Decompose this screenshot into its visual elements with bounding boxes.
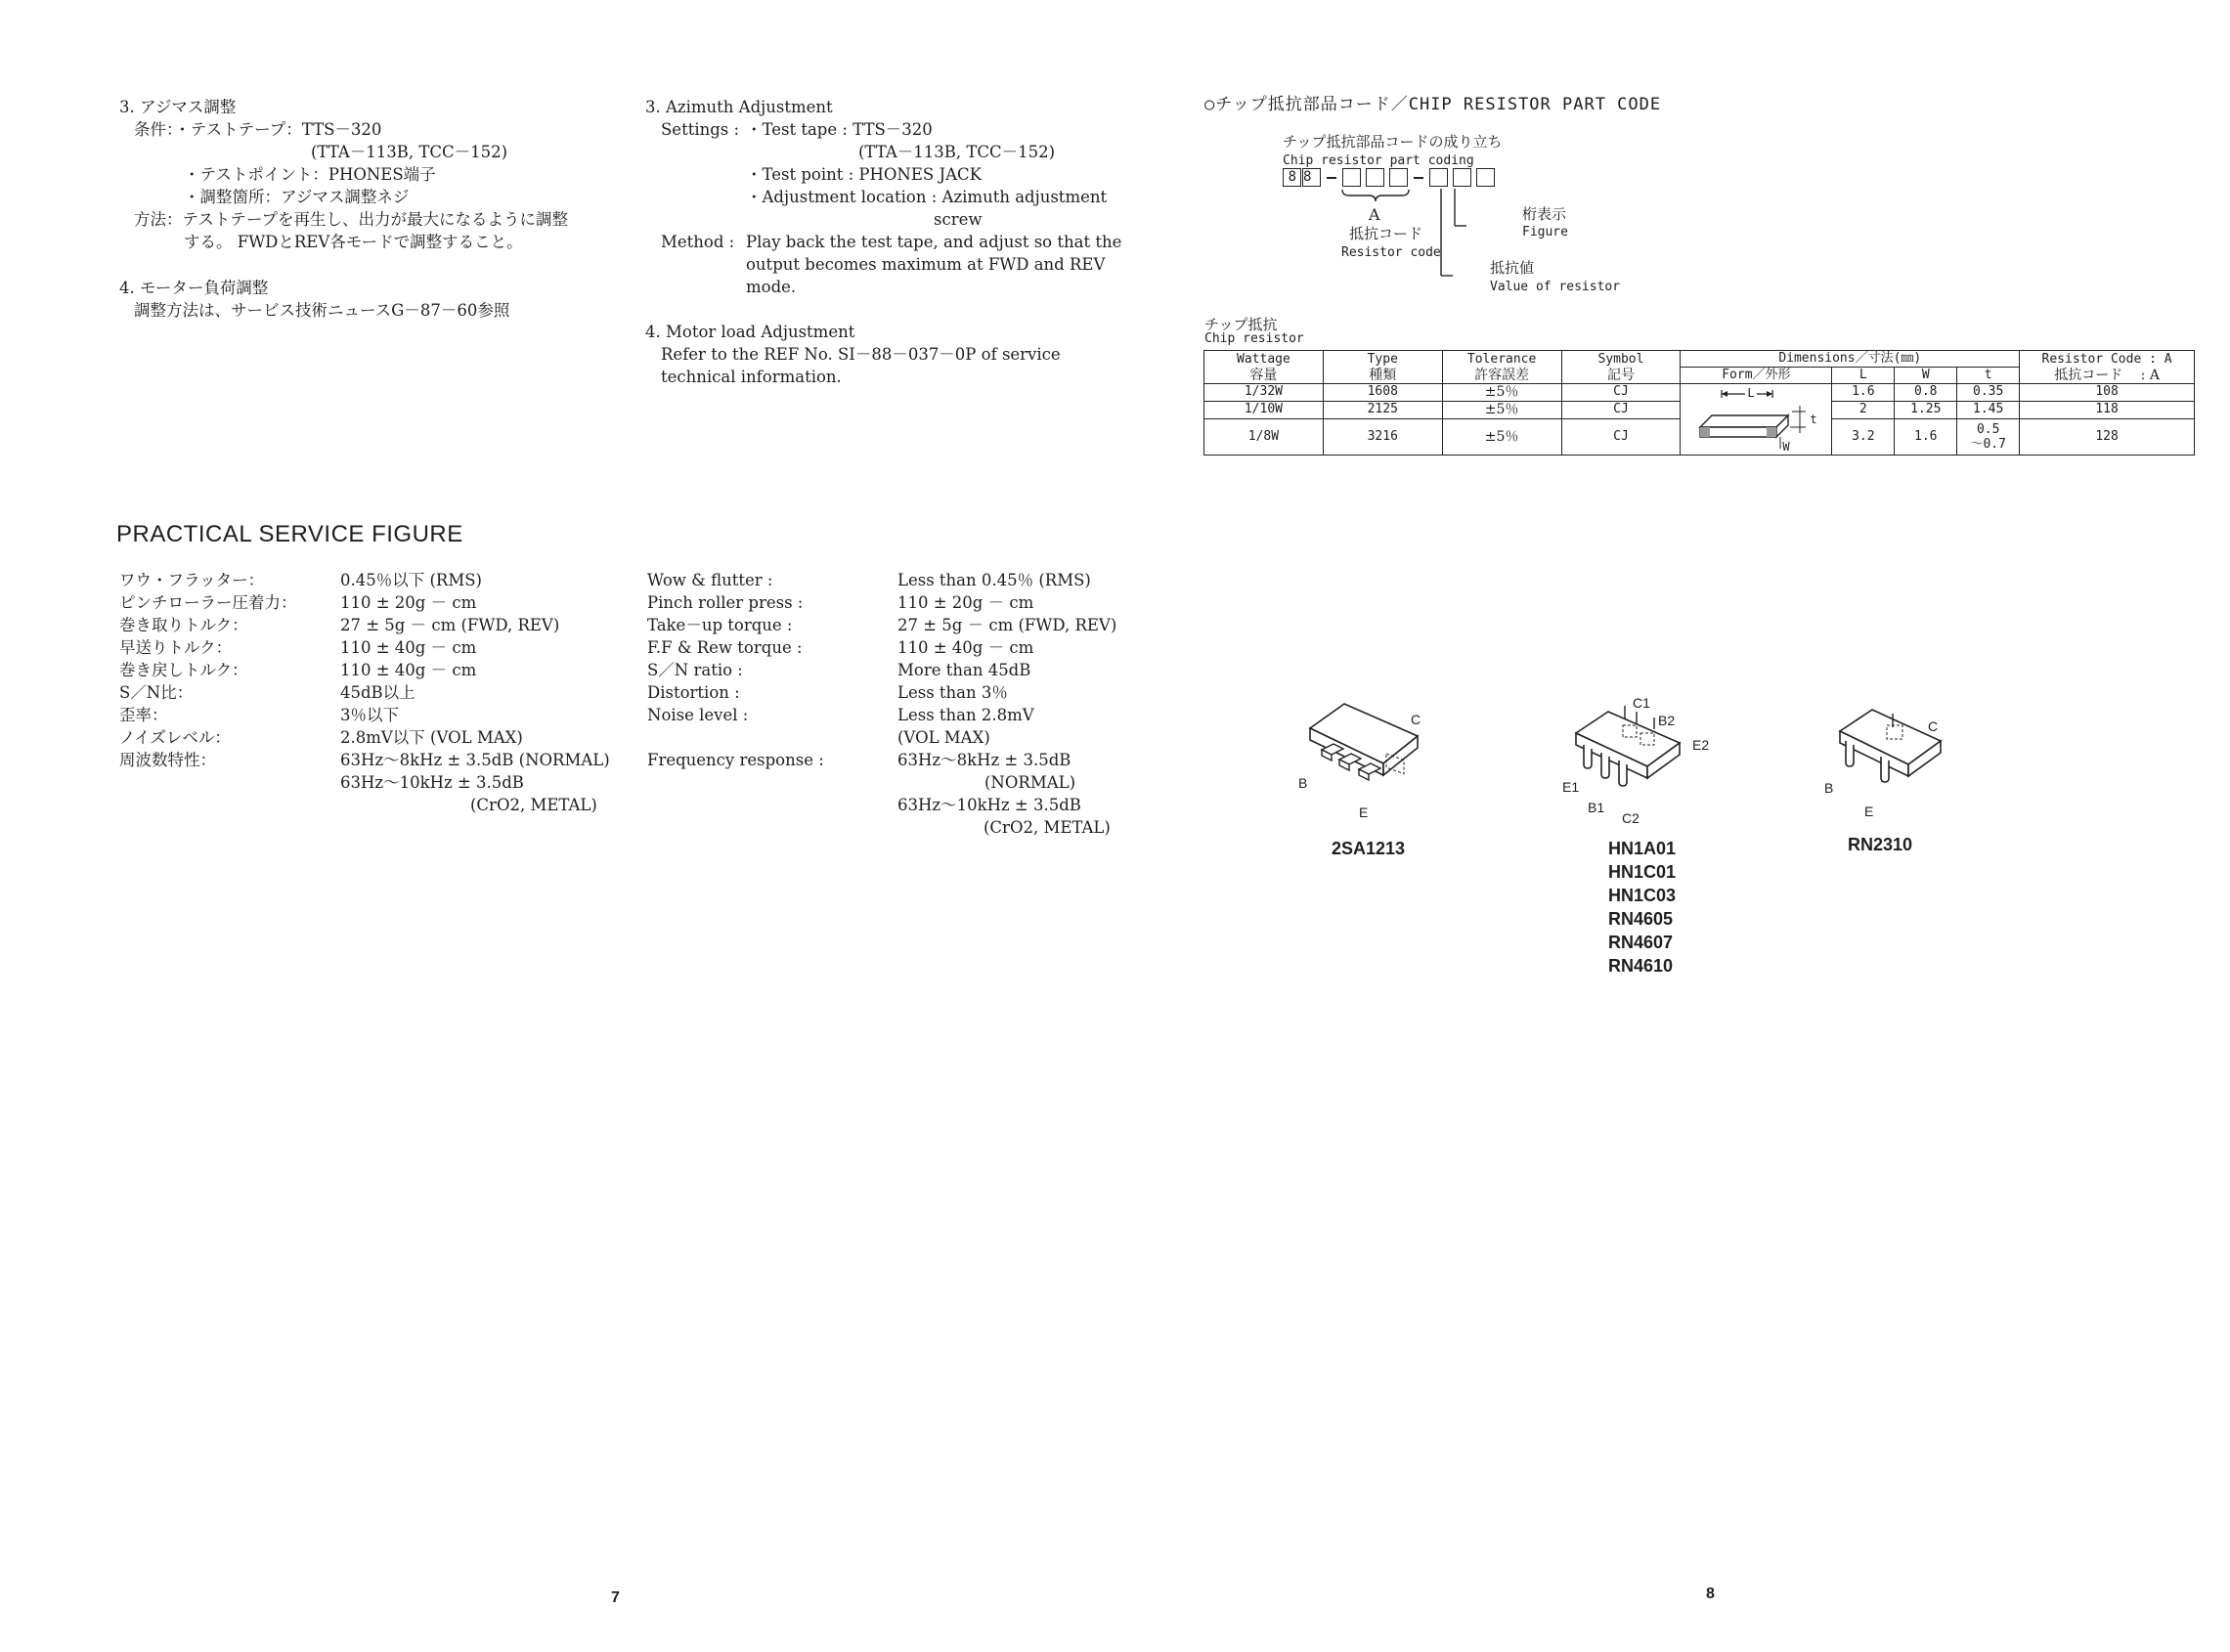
pkg2-label-b1: B1 <box>1588 800 1605 815</box>
jp-motor-title: 4. モーター負荷調整 <box>119 279 269 297</box>
pkg2-name: RN4605 <box>1608 909 1674 929</box>
en-test-point: ・Test point : PHONES JACK <box>746 165 982 184</box>
spec-en-value: 63Hz～10kHz ± 3.5dB <box>897 796 1081 814</box>
pkg3-label-c: C <box>1928 718 1939 734</box>
cell-form-figure <box>1681 384 1832 456</box>
chip-resistor-table <box>1203 350 2195 456</box>
table-title-en: Chip resistor <box>1204 331 1304 346</box>
spec-en-value: (NORMAL) <box>984 773 1076 792</box>
value-jp: 抵抗値 <box>1490 259 1535 277</box>
spec-jp-label: 歪率： <box>119 706 168 724</box>
th-sym-en: Symbol <box>1597 351 1644 367</box>
pkg2-label-e1: E1 <box>1562 779 1580 795</box>
package-hn1a01-drawing <box>1564 704 1696 802</box>
cell-t-line1: 0.5 <box>1976 421 2000 437</box>
cell-resistor-code: 108 <box>2020 384 2195 402</box>
pkg3-label-b: B <box>1824 780 1834 796</box>
en-test-tape: ・Test tape : TTS－320 <box>746 120 933 139</box>
cell-l: 1.6 <box>1832 384 1895 402</box>
th-dimensions: Dimensions／寸法(㎜) <box>1681 351 2020 368</box>
resistor-code-en: Resistor code <box>1341 245 1441 260</box>
spec-jp-value: 110 ± 40g － cm <box>340 661 477 679</box>
spec-jp-value: 0.45％以下 (RMS) <box>340 571 482 589</box>
en-motor-title: 4. Motor load Adjustment <box>645 323 855 341</box>
pkg3-label-e: E <box>1864 804 1874 819</box>
cell-tolerance: ±5％ <box>1442 418 1561 455</box>
page-number-left: 7 <box>611 1589 620 1606</box>
jp-condition: 条件：・テストテープ：TTS－320 <box>134 120 382 139</box>
cell-t: 1.45 <box>1957 401 2020 418</box>
spec-jp-value: 2.8mV以下 (VOL MAX) <box>340 728 523 747</box>
th-t: t <box>1957 368 2020 384</box>
practical-title: PRACTICAL SERVICE FIGURE <box>116 521 463 547</box>
spec-en-label: S／N ratio : <box>647 661 743 679</box>
pkg1-label-c: C <box>1411 712 1421 727</box>
pkg1-name: 2SA1213 <box>1332 839 1406 858</box>
cell-wattage: 1/10W <box>1204 401 1324 418</box>
code-dash <box>1414 177 1423 179</box>
spec-en-label: Take－up torque : <box>647 616 793 634</box>
th-tolerance <box>1442 351 1561 384</box>
spec-jp-value: 27 ± 5g － cm (FWD, REV) <box>340 616 560 634</box>
spec-jp-value: 63Hz～8kHz ± 3.5dB (NORMAL) <box>340 751 610 769</box>
jp-method-1: 方法：テストテープを再生し、出力が最大になるように調整 <box>134 210 569 229</box>
cell-w: 1.6 <box>1895 418 1957 455</box>
spec-jp-label: 早送りトルク： <box>119 638 233 657</box>
pkg2-label-b2: B2 <box>1658 713 1676 728</box>
en-test-tape2: (TTA－113B, TCC－152) <box>858 143 1056 161</box>
cell-w: 0.8 <box>1895 384 1957 402</box>
th-rc-en: Resistor Code : A <box>2041 351 2172 367</box>
cell-wattage: 1/8W <box>1204 418 1324 455</box>
form-label-l: L <box>1747 386 1755 400</box>
pkg2-name: HN1A01 <box>1608 839 1677 858</box>
cell-l: 2 <box>1832 401 1895 418</box>
en-adjust-location: ・Adjustment location : Azimuth adjustment <box>746 188 1108 206</box>
spec-en-value: Less than 0.45％ (RMS) <box>897 571 1091 589</box>
spec-jp-value: 63Hz～10kHz ± 3.5dB <box>340 773 524 792</box>
pkg2-name: HN1C01 <box>1608 862 1677 882</box>
pkg2-name: RN4607 <box>1608 933 1674 952</box>
table-title-jp: チップ抵抗 <box>1204 316 1278 333</box>
th-wattage-jp: 容量 <box>1249 367 1278 383</box>
spec-en-value: 27 ± 5g － cm (FWD, REV) <box>897 616 1117 634</box>
cell-wattage: 1/32W <box>1204 384 1324 402</box>
cell-l: 3.2 <box>1832 418 1895 455</box>
th-rc-jp: 抵抗コード : A <box>2054 367 2160 383</box>
th-type-en: Type <box>1367 351 1398 367</box>
spec-jp-value: 110 ± 20g － cm <box>340 593 477 612</box>
cell-t: 0.35 <box>1957 384 2020 402</box>
en-settings-label: Settings : <box>661 120 740 139</box>
spec-en-label: Noise level : <box>647 706 749 724</box>
pkg2-name: HN1C03 <box>1608 886 1677 905</box>
pkg2-label-c2: C2 <box>1622 810 1640 826</box>
form-label-t: t <box>1810 413 1817 426</box>
chip-coding-en: Chip resistor part coding <box>1283 153 1474 168</box>
spec-en-label: F.F & Rew torque : <box>647 638 803 657</box>
spec-en-label: Wow & flutter : <box>647 571 773 589</box>
jp-method-2: する。 FWDとREV各モードで調整すること。 <box>184 233 523 251</box>
spec-jp-label: 巻き取りトルク： <box>119 616 248 634</box>
cell-type: 2125 <box>1323 401 1442 418</box>
spec-jp-label: 巻き戻しトルク： <box>119 661 248 679</box>
spec-jp-label: ワウ・フラッター： <box>119 571 265 589</box>
spec-en-value: Less than 2.8mV <box>897 706 1034 724</box>
th-sym-jp: 記号 <box>1606 367 1635 383</box>
code-dash <box>1327 177 1336 179</box>
th-type-jp: 種類 <box>1369 367 1397 383</box>
spec-jp-value: 45dB以上 <box>340 683 415 702</box>
en-motor-2: technical information. <box>661 368 842 386</box>
th-tol-en: Tolerance <box>1466 351 1537 367</box>
cell-resistor-code: 128 <box>2020 418 2195 455</box>
en-method-2: output becomes maximum at FWD and REV <box>746 255 1106 274</box>
en-method-label: Method : <box>661 233 735 251</box>
figure-en: Figure <box>1522 225 1568 239</box>
code-a: A <box>1369 205 1380 224</box>
spec-jp-value: 110 ± 40g － cm <box>340 638 477 657</box>
spec-jp-label: ピンチローラー圧着力： <box>119 593 297 612</box>
pkg1-label-e: E <box>1359 804 1369 820</box>
spec-en-value: Less than 3％ <box>897 683 1008 702</box>
en-method-3: mode. <box>746 278 797 296</box>
en-method-1: Play back the test tape, and adjust so that the <box>746 233 1122 251</box>
spec-jp-value: 3％以下 <box>340 706 399 724</box>
spec-en-value: (CrO2, METAL) <box>984 818 1111 837</box>
chip-coding-jp: チップ抵抗部品コードの成り立ち <box>1283 133 1503 151</box>
spec-jp-label: 周波数特性： <box>119 751 216 769</box>
jp-azimuth-title: 3. アジマス調整 <box>119 98 237 116</box>
spec-en-value: 63Hz～8kHz ± 3.5dB <box>897 751 1071 769</box>
en-azimuth-title: 3. Azimuth Adjustment <box>645 98 833 116</box>
th-symbol <box>1561 351 1681 384</box>
cell-resistor-code: 118 <box>2020 401 2195 418</box>
cell-symbol: CJ <box>1561 418 1681 455</box>
th-wattage-en: Wattage <box>1237 351 1290 367</box>
spec-en-label: Distortion : <box>647 683 740 702</box>
spec-en-label: Frequency response : <box>647 751 824 769</box>
page-number-right: 8 <box>1706 1586 1715 1602</box>
spec-en-value: 110 ± 40g － cm <box>897 638 1034 657</box>
value-en: Value of resistor <box>1490 280 1621 294</box>
pkg2-label-e2: E2 <box>1692 737 1710 753</box>
spec-jp-label: S／N比： <box>119 683 194 702</box>
cell-symbol: CJ <box>1561 384 1681 402</box>
jp-test-point: ・テストポイント：PHONES端子 <box>184 165 436 184</box>
th-resistor-code <box>2020 351 2195 384</box>
cell-t-line2: ～0.7 <box>1970 436 2006 452</box>
pkg2-label-c1: C1 <box>1633 695 1650 711</box>
cell-type: 1608 <box>1323 384 1442 402</box>
cell-tolerance: ±5％ <box>1442 401 1561 418</box>
cell-w: 1.25 <box>1895 401 1957 418</box>
pkg1-label-b: B <box>1298 775 1308 791</box>
spec-en-value: More than 45dB <box>897 661 1031 679</box>
th-type <box>1323 351 1442 384</box>
jp-condition-tape2: (TTA－113B, TCC－152) <box>311 143 508 161</box>
en-adjust-location-2: screw <box>934 210 983 229</box>
chip-header: ○チップ抵抗部品コード／CHIP RESISTOR PART CODE <box>1204 95 1662 114</box>
th-form: Form／外形 <box>1681 368 1832 384</box>
th-wattage <box>1204 351 1324 384</box>
spec-jp-value: (CrO2, METAL) <box>470 796 597 814</box>
spec-en-value: 110 ± 20g － cm <box>897 593 1034 612</box>
jp-adjust-location: ・調整箇所：アジマス調整ネジ <box>184 188 410 206</box>
jp-motor-text: 調整方法は、サービス技術ニュースG－87－60参照 <box>134 301 510 320</box>
th-w: W <box>1895 368 1957 384</box>
pkg2-names <box>1608 837 1676 978</box>
figure-jp: 桁表示 <box>1522 205 1567 223</box>
spec-en-label: Pinch roller press : <box>647 593 804 612</box>
spec-jp-label: ノイズレベル： <box>119 728 231 747</box>
cell-t <box>1957 418 2020 455</box>
en-motor-1: Refer to the REF No. SI－88－037－0P of service <box>661 345 1061 364</box>
form-label-w: W <box>1782 440 1790 454</box>
cell-type: 3216 <box>1323 418 1442 455</box>
pkg2-name: RN4610 <box>1608 956 1674 976</box>
spec-en-value: (VOL MAX) <box>897 728 990 747</box>
th-tol-jp: 許容誤差 <box>1474 367 1530 383</box>
code-prefix: 88 <box>1288 169 1319 185</box>
resistor-code-jp: 抵抗コード <box>1349 225 1423 242</box>
cell-symbol: CJ <box>1561 401 1681 418</box>
th-l: L <box>1832 368 1895 384</box>
cell-tolerance: ±5％ <box>1442 384 1561 402</box>
pkg3-name: RN2310 <box>1848 835 1913 854</box>
